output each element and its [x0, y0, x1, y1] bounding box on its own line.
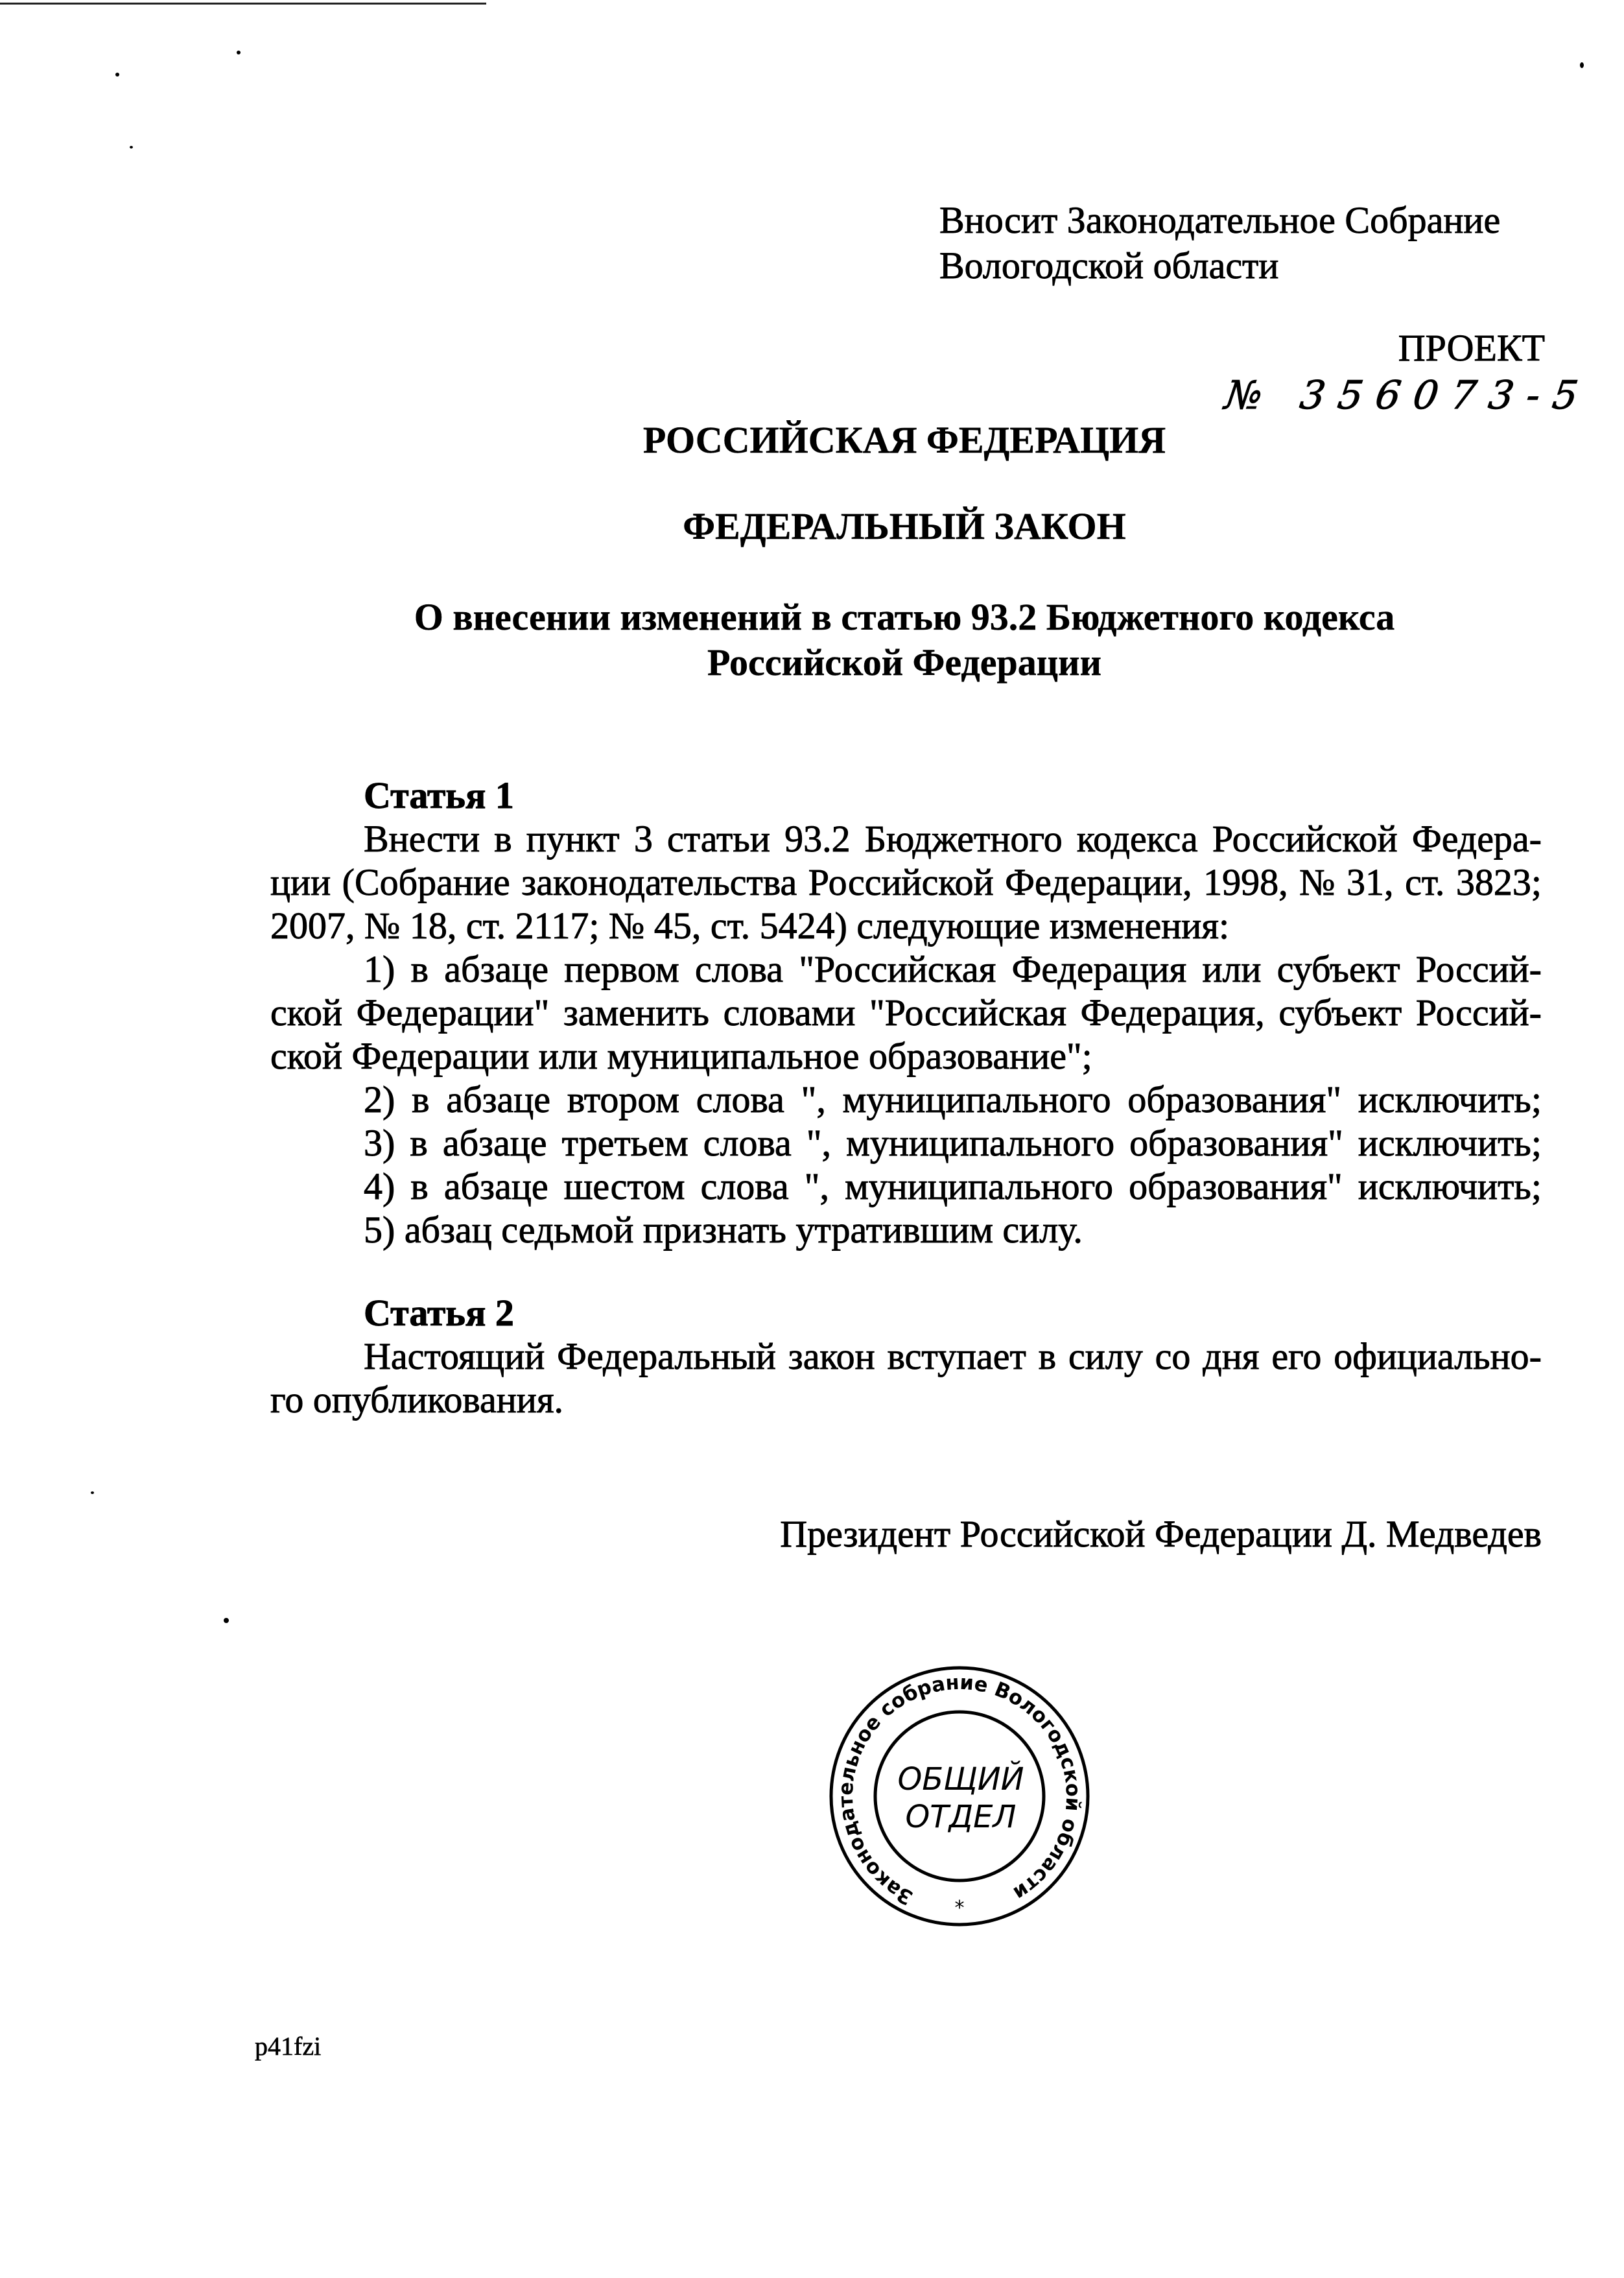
submitter-line-1: Вносит Законодательное Собрание [939, 199, 1501, 241]
stamp-star: * [954, 1897, 965, 1919]
article-2-heading: Статья 2 [364, 1292, 514, 1334]
article-1-heading: Статья 1 [364, 774, 514, 816]
draft-label: ПРОЕКТ [1398, 327, 1545, 369]
article-1-line: ской Федерации или муниципальное образование"; [270, 1035, 1092, 1077]
scan-speck [224, 1618, 229, 1623]
scan-speck [237, 51, 241, 54]
article-2-line: Настоящий Федеральный закон вступает в силу со дня его официально- [364, 1335, 1542, 1377]
scan-edge-line [0, 3, 486, 5]
scan-speck [1580, 62, 1584, 68]
stamp-ring-text: Законодательное собрание Вологодской области [834, 1670, 1085, 1910]
article-1-line: Внести в пункт 3 статьи 93.2 Бюджетного кодекса Российской Федера- [364, 818, 1542, 860]
scan-speck [91, 1491, 94, 1494]
submitter-line-2: Вологодской области [939, 244, 1279, 287]
article-1-line: 4) в абзаце шестом слова ", муниципального образования" исключить; [364, 1165, 1542, 1207]
footer-document-code: p41fzi [255, 2032, 322, 2061]
stamp-center-line-1: ОБЩИЙ [897, 1761, 1024, 1797]
title-doc-type: ФЕДЕРАЛЬНЫЙ ЗАКОН [683, 505, 1126, 547]
article-2-line: го опубликования. [270, 1379, 564, 1421]
article-1-line: ции (Собрание законодательства Российской Федерации, 1998, № 31, ст. 3823; [270, 861, 1542, 903]
article-1-line: 1) в абзаце первом слова "Российская Федерация или субъект Россий- [364, 948, 1542, 990]
official-stamp [823, 1660, 1096, 1932]
signature-line: Президент Российской Федерации Д. Медведев [780, 1513, 1542, 1555]
stamp-center-line-2: ОТДЕЛ [905, 1799, 1017, 1835]
article-1-line: 2) в абзаце втором слова ", муниципального образования" исключить; [364, 1078, 1542, 1121]
scan-speck [115, 73, 119, 77]
article-1-line: 3) в абзаце третьем слова ", муниципального образования" исключить; [364, 1122, 1542, 1164]
article-1 [270, 774, 1542, 1252]
handwritten-registration-number: № 356073-5 [1222, 373, 1594, 418]
title-subject-line-2: Российской Федерации [707, 641, 1101, 683]
article-2 [270, 1291, 1542, 1421]
article-1-line: 5) абзац седьмой признать утратившим силу. [364, 1209, 1083, 1251]
article-1-line: 2007, № 18, ст. 2117; № 45, ст. 5424) следующие изменения: [270, 905, 1230, 947]
article-1-line: ской Федерации" заменить словами "Российская Федерация, субъект Россий- [270, 991, 1542, 1034]
title-country: РОССИЙСКАЯ ФЕДЕРАЦИЯ [642, 419, 1166, 461]
title-subject-line-1: О внесении изменений в статью 93.2 Бюджетного кодекса [414, 596, 1395, 638]
scan-speck [130, 146, 133, 148]
